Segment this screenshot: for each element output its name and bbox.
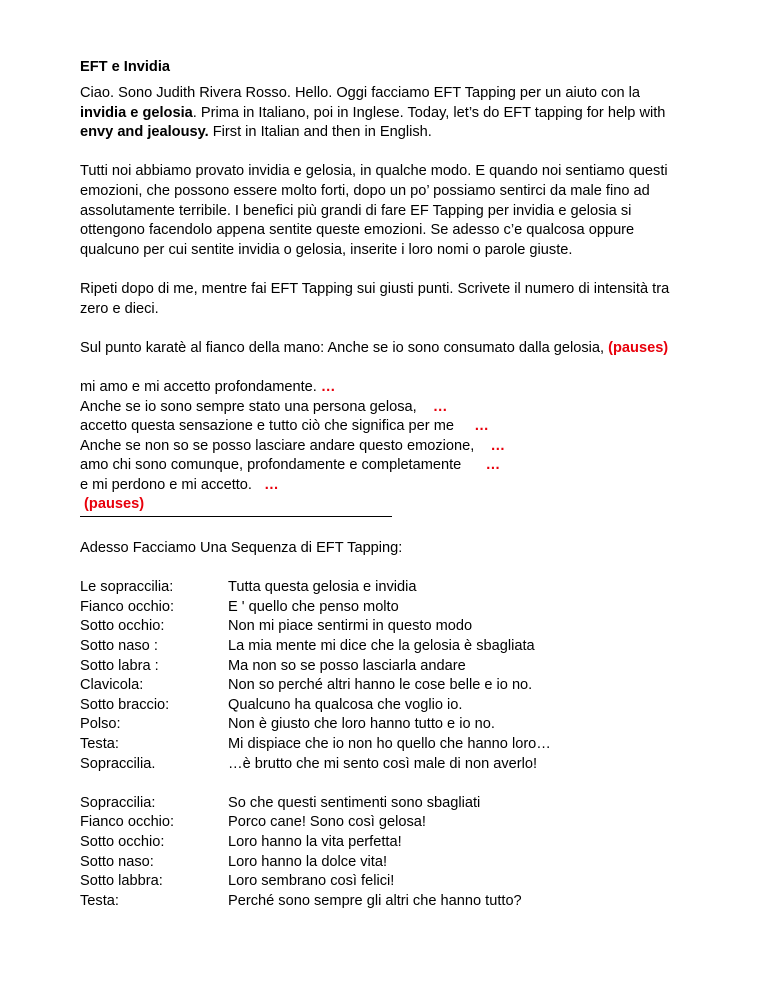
tapping-point-label: Sotto occhio: (80, 618, 165, 635)
intro-bold-english: envy and jealousy. (80, 124, 209, 141)
tapping-point-label: Sotto naso: (80, 853, 154, 870)
tapping-point-label: Sotto naso : (80, 638, 158, 655)
tapping-point-label: Polso: (80, 716, 121, 733)
affirmation-line (80, 378, 680, 398)
tapping-point-label: Fianco occhio: (80, 598, 175, 615)
pause-ellipsis: … (485, 457, 501, 474)
tapping-sequence-1 (80, 578, 680, 774)
pause-ellipsis: … (474, 418, 489, 435)
tapping-phrase: …è brutto che mi sento così male di non averlo! (228, 755, 538, 772)
tapping-point-label: Le sopraccilia: (80, 579, 174, 596)
pause-ellipsis: … (320, 378, 336, 395)
document-title: EFT e Invidia (80, 59, 171, 75)
affirmation-line (80, 417, 680, 437)
tapping-phrase: Ma non so se posso lasciarla andare (228, 657, 466, 674)
affirmation-text: Anche se non so se posso lasciare andare questo emozione, (80, 437, 491, 454)
tapping-phrase: E ' quello che penso molto (228, 598, 399, 615)
tapping-phrase: Non mi piace sentirmi in questo modo (228, 618, 473, 635)
pause-marker: (pauses) (608, 339, 669, 356)
pause-ellipsis: … (432, 398, 448, 415)
tapping-point-label: Sotto braccio: (80, 696, 170, 713)
affirmation-line (80, 398, 680, 418)
affirmation-text: accetto questa sensazione e tutto ciò che significa per me (80, 418, 475, 435)
tapping-phrase: Loro sembrano così felici! (228, 873, 395, 890)
intro-text-3: First in Italian and then in English. (208, 124, 432, 141)
tapping-sequence-2 (80, 794, 680, 912)
affirmation-list (80, 378, 680, 496)
tapping-point-label: Sopraccilia: (80, 794, 156, 811)
tapping-point-label: Sopraccilia. (80, 755, 156, 772)
tapping-point-label: Sotto occhio: (80, 833, 165, 850)
intro-bold-italian: invidia e gelosia (80, 104, 193, 121)
tapping-point-label: Sotto labbra: (80, 873, 163, 890)
tapping-phrase: La mia mente mi dice che la gelosia è sbagliata (228, 638, 535, 655)
affirmation-line (80, 456, 680, 476)
tapping-point-label: Clavicola: (80, 677, 144, 694)
affirmation-text: mi amo e mi accetto profondamente. (80, 378, 321, 395)
affirmation-text: e mi perdono e mi accetto. (80, 476, 265, 493)
tapping-phrase: Perché sono sempre gli altri che hanno tutto? (228, 892, 522, 909)
intro-text: Ciao. Sono Judith Rivera Rosso. Hello. Oggi facciamo EFT Tapping per un aiuto con la (80, 85, 640, 101)
tapping-point-label: Fianco occhio: (80, 814, 175, 831)
pause-marker-end: (pauses) (80, 496, 145, 513)
tapping-phrase: Qualcuno ha qualcosa che voglio io. (228, 696, 463, 713)
document-page (80, 58, 680, 911)
affirmation-line (80, 437, 680, 457)
tapping-point-label: Testa: (80, 892, 119, 909)
sequence-heading: Adesso Facciamo Una Sequenza di EFT Tapping: (80, 540, 403, 557)
tapping-phrase: Loro hanno la vita perfetta! (228, 833, 402, 850)
intro-text-2: . Prima in Italiano, poi in Inglese. Today, let’s do EFT tapping for help with (192, 104, 666, 121)
instruction-paragraph: Ripeti dopo di me, mentre fai EFT Tapping sui giusti punti. Scrivete il numero di intensità tra zero e dieci. (80, 280, 670, 317)
tapping-phrase: Loro hanno la dolce vita! (228, 853, 388, 870)
affirmation-line (80, 476, 680, 496)
karate-text: Sul punto karatè al fianco della mano: Anche se io sono consumato dalla gelosia, (80, 339, 609, 356)
tapping-phrase: Non so perché altri hanno le cose belle e io no. (228, 677, 533, 694)
affirmation-text: Anche se io sono sempre stato una persona gelosa, (80, 398, 433, 415)
context-paragraph: Tutti noi abbiamo provato invidia e gelosia, in qualche modo. E quando noi sentiamo questi emozioni, che possono essere molto forti, dopo un po’ possiamo sentirci da male fino ad assolutamente terribile. I benefici più grandi di fare EF Tapping per invidia e gelosia si ottengono facendolo appena sentite queste emozioni. Se adesso c’e qualcosa oppure qualcuno per cui sentite invidia o gelosia, inserite i loro nomi o parole giuste. (80, 163, 668, 258)
pause-ellipsis: … (264, 476, 279, 493)
tapping-phrase: Mi dispiace che io non ho quello che hanno loro… (228, 736, 551, 752)
tapping-point-label: Sotto labra : (80, 657, 159, 674)
tapping-phrase: Porco cane! Sono così gelosa! (228, 814, 426, 831)
intro-paragraph (80, 84, 680, 143)
tapping-phrase: Tutta questa gelosia e invidia (228, 579, 417, 596)
tapping-phrase: Non è giusto che loro hanno tutto e io no. (228, 716, 495, 733)
pause-ellipsis: … (490, 437, 506, 454)
karate-point-setup (80, 339, 680, 359)
affirmation-text: amo chi sono comunque, profondamente e completamente (80, 457, 486, 474)
tapping-point-label: Testa: (80, 736, 119, 752)
tapping-phrase: So che questi sentimenti sono sbagliati (228, 794, 481, 811)
